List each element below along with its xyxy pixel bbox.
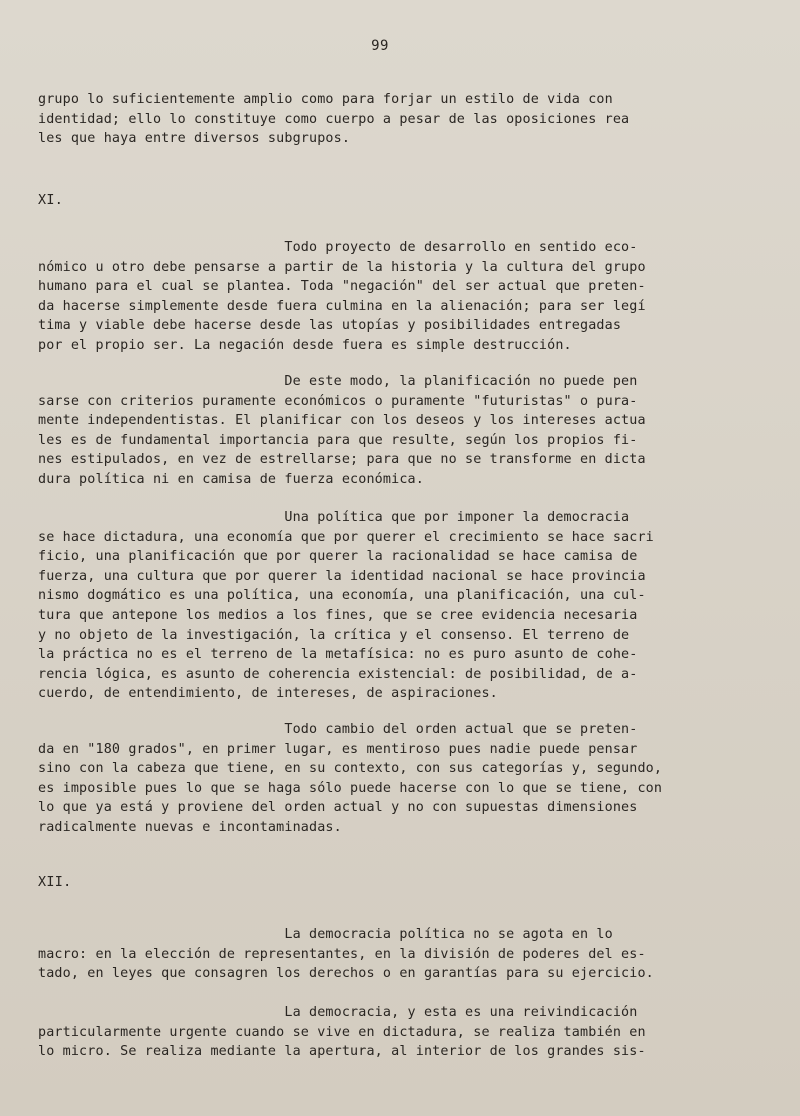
section-heading-xii: XII. (38, 875, 72, 890)
paragraph-desarrollo: Todo proyecto de desarrollo en sentido eco- nómico u otro debe pensarse a partir de la historia y la cultura del grupo humano para el cual se plantea. Toda "negación" del ser actual que preten- da hacerse simplemente desde fuera culmina en la alienación; para ser legí tima y viable debe hacerse desde las utopías y posibilidades entregadas por el propio ser. La negación desde fuera es simple destrucción. (38, 240, 646, 353)
paragraph-intro: grupo lo suficientemente amplio como para forjar un estilo de vida con identidad; ello lo constituye como cuerpo a pesar de las oposiciones rea les que haya entre diversos subgrupos. (38, 92, 630, 147)
paragraph-politica: Una política que por imponer la democracia se hace dictadura, una economía que por querer el crecimiento se hace sacri ficio, una planificación que por querer la racionalidad se hace camisa de fuerza, una cultura que por querer la identidad nacional se hace provincia nismo dogmático es una política, una economía, una planificación, una cul- tura que antepone los medios a los fines, que se cree evidencia necesaria y no objeto de la investigación, la crítica y el consenso. El terreno de la práctica no es el terreno de la metafísica: no es puro asunto de cohe- rencia lógica, es asunto de coherencia existencial: de posibilidad, de a- cuerdo, de entendimiento, de intereses, de aspiraciones. (38, 510, 654, 702)
page-number: 99 (371, 38, 389, 54)
paragraph-democracia-micro: La democracia, y esta es una reivindicación particularmente urgente cuando se vive en dictadura, se realiza también en lo micro. Se realiza mediante la apertura, al interior de los grandes sis- (38, 1005, 646, 1060)
paragraph-democracia-macro: La democracia política no se agota en lo macro: en la elección de representantes, en la división de poderes del es- tado, en leyes que consagren los derechos o en garantías para su ejercicio. (38, 927, 654, 982)
paragraph-planificacion: De este modo, la planificación no puede pen sarse con criterios puramente económicos o puramente "futuristas" o pura- mente independentistas. El planificar con los deseos y los intereses actua les es de fundamental importancia para que resulte, según los propios fi- nes estipulados, en vez de estrellarse; para que no se transforme en dicta dura política ni en camisa de fuerza económica. (38, 374, 646, 487)
paragraph-cambio: Todo cambio del orden actual que se preten- da en "180 grados", en primer lugar, es mentiroso pues nadie puede pensar sino con la cabeza que tiene, en su contexto, con sus categorías y, segundo, es imposible pues lo que se haga sólo puede hacerse con lo que se tiene, con lo que ya está y proviene del orden actual y no con supuestas dimensiones radicalmente nuevas e incontaminadas. (38, 722, 663, 835)
section-heading-xi: XI. (38, 193, 64, 208)
